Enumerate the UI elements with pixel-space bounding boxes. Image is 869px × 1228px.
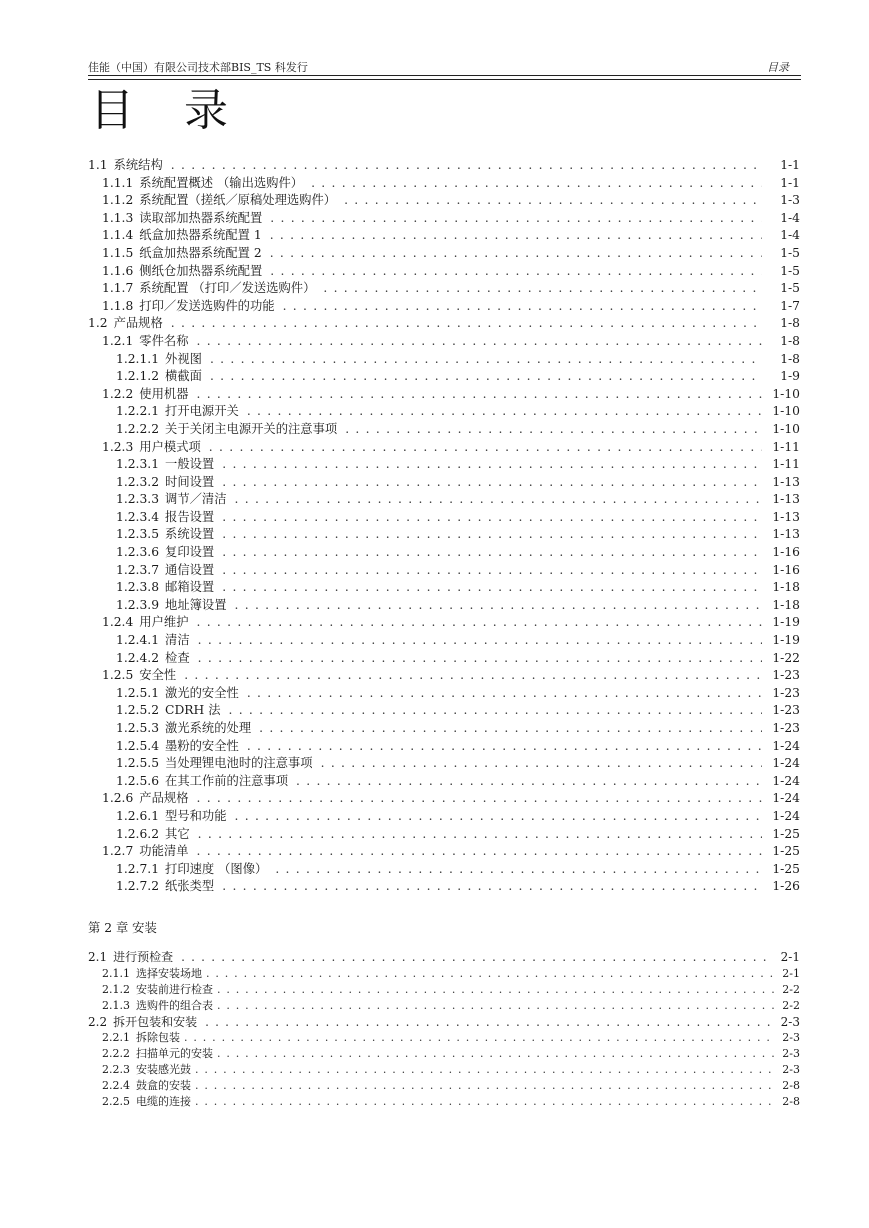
toc-dot-leader — [235, 597, 762, 615]
toc-entry-number: 1.2.2.2 — [116, 421, 160, 436]
toc-dot-leader — [270, 263, 762, 281]
toc-dot-leader — [217, 982, 774, 998]
toc-entry-page: 1-19 — [772, 633, 800, 648]
toc-chapter-1 — [88, 157, 800, 894]
toc-entry-page: 1-5 — [780, 263, 800, 278]
toc-entry-title: 安全性 — [139, 668, 177, 683]
toc-entry-number: 1.1.6 — [102, 263, 134, 278]
toc-entry-page: 1-26 — [772, 879, 800, 894]
toc-entry-title: 通信设置 — [165, 562, 215, 577]
toc-entry-page: 1-18 — [772, 580, 800, 595]
toc-entry[interactable] — [88, 157, 800, 175]
toc-dot-leader — [206, 966, 774, 982]
toc-entry[interactable] — [88, 1030, 800, 1046]
toc-entry-page: 1-13 — [772, 509, 800, 524]
toc-entry-title: 激光的安全性 — [165, 685, 239, 700]
toc-dot-leader — [222, 474, 762, 492]
toc-entry[interactable] — [88, 1062, 800, 1078]
toc-entry-number: 1.1.1 — [102, 175, 134, 190]
toc-entry-page: 1-8 — [780, 316, 800, 331]
toc-dot-leader — [229, 702, 763, 720]
toc-entry-title: 关于关闭主电源开关的注意事项 — [165, 421, 338, 436]
toc-entry-page: 1-18 — [772, 597, 800, 612]
toc-entry[interactable] — [88, 861, 800, 879]
toc-entry[interactable] — [88, 192, 800, 210]
toc-entry-page: 2-3 — [782, 1047, 800, 1060]
toc-dot-leader — [270, 245, 762, 263]
toc-dot-leader — [197, 843, 763, 861]
toc-entry-title: 地址簿设置 — [165, 597, 227, 612]
toc-entry-number: 1.2.5.2 — [116, 703, 160, 718]
toc-entry-number: 1.2.5.5 — [116, 756, 160, 771]
toc-entry[interactable] — [88, 227, 800, 245]
toc-entry[interactable] — [88, 755, 800, 773]
toc-dot-leader — [197, 614, 763, 632]
toc-entry-number: 1.2.3.4 — [116, 509, 160, 524]
toc-entry[interactable] — [88, 526, 800, 544]
toc-entry-number: 2.1.2 — [102, 982, 130, 996]
toc-entry[interactable] — [88, 773, 800, 791]
toc-entry[interactable] — [88, 1094, 800, 1110]
toc-entry-title: 系统结构 — [113, 158, 163, 172]
toc-dot-leader — [217, 1046, 774, 1062]
toc-dot-leader — [344, 192, 762, 210]
toc-entry-page: 1-25 — [772, 844, 800, 859]
toc-entry[interactable] — [88, 826, 800, 844]
toc-dot-leader — [217, 998, 774, 1014]
chapter-heading: 第 2 章 安装 — [88, 921, 157, 935]
toc-entry-number: 1.2.3.6 — [116, 545, 160, 560]
toc-entry[interactable] — [88, 702, 800, 720]
toc-entry[interactable] — [88, 720, 800, 738]
toc-entry-page: 2-8 — [782, 1079, 800, 1092]
toc-entry[interactable] — [88, 614, 800, 632]
toc-entry-page: 2-2 — [782, 982, 800, 996]
toc-entry-page: 2-3 — [782, 1063, 800, 1076]
toc-entry-page: 1-3 — [780, 193, 800, 208]
toc-dot-leader — [321, 755, 762, 773]
running-header-right: 目录 — [767, 61, 789, 74]
toc-entry-title: 用户维护 — [139, 615, 189, 630]
toc-entry-title: 邮箱设置 — [165, 580, 215, 595]
toc-dot-leader — [235, 491, 762, 509]
toc-entry[interactable] — [88, 403, 800, 421]
toc-dot-leader — [210, 368, 762, 386]
toc-entry-number: 1.2.6.2 — [116, 826, 160, 841]
toc-entry[interactable] — [88, 544, 800, 562]
toc-dot-leader — [195, 1078, 774, 1094]
toc-dot-leader — [198, 650, 762, 668]
toc-dot-leader — [210, 351, 762, 369]
toc-entry[interactable] — [88, 632, 800, 650]
toc-chapter-2 — [88, 905, 800, 1110]
toc-dot-leader — [283, 298, 762, 316]
toc-entry[interactable] — [88, 808, 800, 826]
toc-entry-title: 打印／发送选购件的功能 — [139, 298, 275, 313]
toc-dot-leader — [270, 227, 762, 245]
toc-dot-leader — [222, 878, 762, 896]
toc-entry-title: 横截面 — [165, 369, 202, 384]
toc-entry-number: 1.2.3.7 — [116, 562, 160, 577]
toc-entry-number: 1.2.5.4 — [116, 738, 160, 753]
page-title: 目 录 — [90, 85, 246, 136]
toc-entry-title: 系统配置（搓纸／原稿处理选购件） — [139, 193, 337, 208]
toc-entry[interactable] — [88, 1078, 800, 1094]
toc-entry[interactable] — [88, 280, 800, 298]
toc-entry-number: 2.1.3 — [102, 998, 130, 1012]
toc-entry-title: 墨粉的安全性 — [165, 738, 239, 753]
toc-entry-page: 2-3 — [782, 1031, 800, 1044]
toc-entry-title: 系统设置 — [165, 527, 215, 542]
toc-entry-title: 用户模式项 — [139, 439, 201, 454]
toc-entry-title: 零件名称 — [139, 333, 189, 348]
toc-entry-number: 1.1.8 — [102, 298, 134, 313]
toc-entry-page: 1-25 — [772, 861, 800, 876]
toc-entry-title: 一般设置 — [165, 457, 215, 472]
toc-entry-number: 1.2.5.6 — [116, 773, 160, 788]
toc-entry-number: 2.2.4 — [102, 1079, 130, 1092]
toc-entry-page: 1-25 — [772, 826, 800, 841]
toc-entry[interactable] — [88, 878, 800, 896]
toc-entry-number: 1.2.3 — [102, 439, 134, 454]
toc-dot-leader — [195, 1062, 774, 1078]
toc-entry-number: 1.2.6 — [102, 791, 134, 806]
toc-dot-leader — [198, 632, 762, 650]
toc-entry-title: 纸盒加热器系统配置 2 — [139, 245, 262, 260]
toc-entry-title: 当处理锂电池时的注意事项 — [165, 756, 313, 771]
toc-entry[interactable] — [88, 509, 800, 527]
toc-entry-number: 1.2.3.9 — [116, 597, 160, 612]
toc-entry-number: 2.1.1 — [102, 966, 130, 980]
toc-entry[interactable] — [88, 667, 800, 685]
toc-dot-leader — [235, 808, 762, 826]
toc-entry-title: 选购件的组合表 — [136, 998, 213, 1012]
toc-entry-title: 调节／清洁 — [165, 492, 227, 507]
toc-entry[interactable] — [88, 790, 800, 808]
toc-entry-page: 1-16 — [772, 562, 800, 577]
toc-entry-number: 1.2.5 — [102, 668, 134, 683]
toc-entry-title: 使用机器 — [139, 386, 189, 401]
toc-entry-number: 1.2.1.1 — [116, 351, 160, 366]
toc-entry-number: 1.2.2.1 — [116, 404, 160, 419]
toc-entry-title: CDRH 法 — [165, 703, 221, 718]
toc-entry-page: 1-24 — [772, 756, 800, 771]
toc-entry-title: 报告设置 — [165, 509, 215, 524]
toc-entry[interactable] — [88, 597, 800, 615]
toc-entry-title: 侧纸仓加热器系统配置 — [139, 263, 263, 278]
toc-entry[interactable] — [88, 298, 800, 316]
toc-entry-number: 2.2 — [88, 1014, 108, 1029]
toc-dot-leader — [195, 1094, 774, 1110]
toc-entry[interactable] — [88, 998, 800, 1014]
toc-entry-number: 2.1 — [88, 950, 108, 964]
toc-entry[interactable] — [88, 1014, 800, 1031]
toc-entry-title: 安装感光鼓 — [136, 1063, 191, 1076]
toc-entry-page: 1-10 — [772, 421, 800, 436]
toc-dot-leader — [222, 544, 762, 562]
toc-entry[interactable] — [88, 210, 800, 228]
toc-entry-title: 读取部加热器系统配置 — [139, 210, 263, 225]
toc-entry-title: 系统配置概述 （输出选购件） — [139, 175, 304, 190]
toc-entry[interactable] — [88, 245, 800, 263]
toc-entry-number: 1.2.7.2 — [116, 879, 160, 894]
toc-entry-number: 1.1.7 — [102, 281, 134, 296]
toc-entry[interactable] — [88, 650, 800, 668]
toc-entry-title: 在其工作前的注意事项 — [165, 773, 289, 788]
toc-entry-title: 拆开包装和安装 — [113, 1014, 198, 1029]
toc-entry-number: 1.1.5 — [102, 245, 134, 260]
toc-entry-number: 1.2 — [88, 316, 108, 331]
toc-entry-number: 2.2.2 — [102, 1047, 130, 1060]
toc-entry-page: 1-11 — [772, 439, 800, 454]
toc-entry-title: 清洁 — [165, 633, 190, 648]
toc-entry-title: 产品规格 — [113, 316, 163, 331]
toc-dot-leader — [171, 315, 762, 333]
toc-entry-page: 1-8 — [780, 351, 800, 366]
toc-dot-leader — [222, 509, 762, 527]
toc-dot-leader — [247, 403, 762, 421]
toc-dot-leader — [296, 773, 762, 791]
toc-entry-page: 1-8 — [780, 333, 800, 348]
toc-entry-number: 1.1.4 — [102, 228, 134, 243]
toc-entry-page: 2-8 — [782, 1095, 800, 1108]
toc-dot-leader — [181, 949, 770, 966]
toc-entry-page: 1-5 — [780, 281, 800, 296]
toc-entry-title: 安装前进行检查 — [136, 982, 213, 996]
toc-entry[interactable] — [88, 579, 800, 597]
toc-entry-title: 进行预检查 — [113, 950, 174, 964]
toc-entry-number: 1.2.4.1 — [116, 633, 160, 648]
toc-entry-title: 选择安装场地 — [136, 966, 202, 980]
toc-entry-title: 电缆的连接 — [136, 1095, 191, 1108]
toc-entry[interactable] — [88, 966, 800, 982]
toc-entry[interactable] — [88, 456, 800, 474]
toc-dot-leader — [222, 526, 762, 544]
toc-entry-page: 1-7 — [780, 298, 800, 313]
toc-entry-title: 拆除包装 — [136, 1031, 180, 1044]
toc-entry-page: 1-22 — [772, 650, 800, 665]
toc-entry-page: 1-10 — [772, 404, 800, 419]
toc-dot-leader — [222, 456, 762, 474]
toc-entry[interactable] — [88, 843, 800, 861]
toc-dot-leader — [323, 280, 762, 298]
toc-entry-page: 1-5 — [780, 245, 800, 260]
toc-entry-number: 2.2.3 — [102, 1063, 130, 1076]
toc-dot-leader — [345, 421, 762, 439]
toc-entry-page: 1-9 — [780, 369, 800, 384]
toc-entry-page: 1-1 — [780, 158, 800, 172]
toc-entry-page: 1-24 — [772, 791, 800, 806]
toc-entry-title: 扫描单元的安装 — [136, 1047, 213, 1060]
toc-entry-page: 1-24 — [772, 773, 800, 788]
toc-dot-leader — [247, 738, 762, 756]
toc-entry-page: 1-24 — [772, 738, 800, 753]
toc-entry[interactable] — [88, 982, 800, 998]
toc-entry-number: 1.1.3 — [102, 210, 134, 225]
toc-entry-number: 1.2.7 — [102, 844, 134, 859]
toc-entry-title: 功能清单 — [139, 844, 189, 859]
toc-dot-leader — [184, 667, 762, 685]
toc-entry-number: 1.2.3.8 — [116, 580, 160, 595]
toc-entry[interactable] — [88, 175, 800, 193]
toc-entry-page: 1-4 — [780, 228, 800, 243]
toc-dot-leader — [222, 579, 762, 597]
toc-entry-number: 1.2.3.1 — [116, 457, 160, 472]
header-rule-thin — [88, 79, 801, 80]
toc-dot-leader — [270, 210, 762, 228]
toc-entry-number: 1.2.4 — [102, 615, 134, 630]
toc-entry-page: 1-23 — [772, 721, 800, 735]
toc-dot-leader — [184, 1030, 774, 1046]
toc-entry-page: 1-1 — [780, 175, 800, 190]
toc-entry-page: 1-11 — [772, 457, 800, 472]
toc-entry-title: 外视图 — [165, 351, 202, 366]
running-header-left: 佳能（中国）有限公司技术部BIS_TS 科发行 — [88, 61, 308, 74]
toc-entry-number: 1.2.1.2 — [116, 369, 160, 384]
toc-entry[interactable] — [88, 491, 800, 509]
toc-entry-page: 1-13 — [772, 527, 800, 542]
toc-entry-title: 激光系统的处理 — [165, 721, 252, 735]
toc-entry[interactable] — [88, 386, 800, 404]
toc-dot-leader — [171, 157, 762, 175]
toc-entry-number: 1.1 — [88, 158, 108, 172]
toc-entry-page: 1-13 — [772, 474, 800, 489]
toc-entry-number: 2.2.5 — [102, 1095, 130, 1108]
toc-dot-leader — [222, 562, 762, 580]
toc-entry-number: 1.2.3.2 — [116, 474, 160, 489]
toc-entry-title: 复印设置 — [165, 545, 215, 560]
toc-entry-page: 1-23 — [772, 685, 800, 700]
toc-entry[interactable] — [88, 368, 800, 386]
toc-entry-number: 1.2.4.2 — [116, 650, 160, 665]
toc-entry[interactable] — [88, 1046, 800, 1062]
toc-entry-title: 鼓盒的安装 — [136, 1079, 191, 1092]
toc-entry-page: 1-24 — [772, 808, 800, 823]
toc-entry-title: 其它 — [165, 826, 190, 841]
toc-entry-page: 1-4 — [780, 210, 800, 225]
toc-dot-leader — [209, 439, 762, 457]
toc-entry-title: 检查 — [165, 650, 190, 665]
toc-entry-number: 2.2.1 — [102, 1031, 130, 1044]
toc-entry-page: 1-23 — [772, 668, 800, 683]
toc-entry[interactable] — [88, 333, 800, 351]
toc-entry-number: 1.2.2 — [102, 386, 134, 401]
toc-entry-title: 时间设置 — [165, 474, 215, 489]
toc-entry[interactable] — [88, 421, 800, 439]
toc-dot-leader — [205, 1014, 770, 1031]
toc-dot-leader — [259, 720, 762, 738]
toc-entry-title: 型号和功能 — [165, 808, 227, 823]
toc-entry-page: 2-1 — [782, 966, 800, 980]
toc-dot-leader — [197, 386, 763, 404]
toc-entry-title: 系统配置 （打印／发送选购件） — [139, 281, 316, 296]
toc-entry[interactable] — [88, 738, 800, 756]
toc-entry-title: 产品规格 — [139, 791, 189, 806]
toc-entry[interactable] — [88, 562, 800, 580]
toc-entry-title: 纸盒加热器系统配置 1 — [139, 228, 262, 243]
toc-entry-number: 1.2.1 — [102, 333, 134, 348]
toc-entry-number: 1.2.5.3 — [116, 721, 160, 735]
toc-entry-page: 1-19 — [772, 615, 800, 630]
toc-entry-page: 2-1 — [780, 950, 800, 964]
toc-entry-page: 1-10 — [772, 386, 800, 401]
toc-entry-page: 1-13 — [772, 492, 800, 507]
toc-entry[interactable] — [88, 474, 800, 492]
toc-entry-page: 1-23 — [772, 703, 800, 718]
toc-dot-leader — [197, 333, 763, 351]
toc-entry-number: 1.2.7.1 — [116, 861, 160, 876]
toc-entry-number: 1.2.3.5 — [116, 527, 160, 542]
toc-entry-title: 打印速度 （图像） — [165, 861, 268, 876]
toc-entry-page: 2-3 — [780, 1014, 800, 1029]
toc-entry[interactable] — [88, 263, 800, 281]
header-rule-thick — [88, 75, 801, 76]
toc-entry-title: 打开电源开关 — [165, 404, 239, 419]
toc-entry[interactable] — [88, 439, 800, 457]
toc-dot-leader — [197, 790, 763, 808]
toc-dot-leader — [275, 861, 762, 879]
toc-entry[interactable] — [88, 685, 800, 703]
toc-entry-page: 1-16 — [772, 545, 800, 560]
toc-entry-number: 1.2.5.1 — [116, 685, 160, 700]
toc-entry-number: 1.2.6.1 — [116, 808, 160, 823]
toc-dot-leader — [311, 175, 762, 193]
toc-entry[interactable] — [88, 949, 800, 966]
toc-entry[interactable] — [88, 315, 800, 333]
toc-entry-title: 纸张类型 — [165, 879, 215, 894]
toc-entry-number: 1.1.2 — [102, 193, 134, 208]
toc-dot-leader — [198, 826, 762, 844]
toc-entry[interactable] — [88, 351, 800, 369]
toc-dot-leader — [247, 685, 762, 703]
toc-entry-page: 2-2 — [782, 998, 800, 1012]
toc-entry-number: 1.2.3.3 — [116, 492, 160, 507]
